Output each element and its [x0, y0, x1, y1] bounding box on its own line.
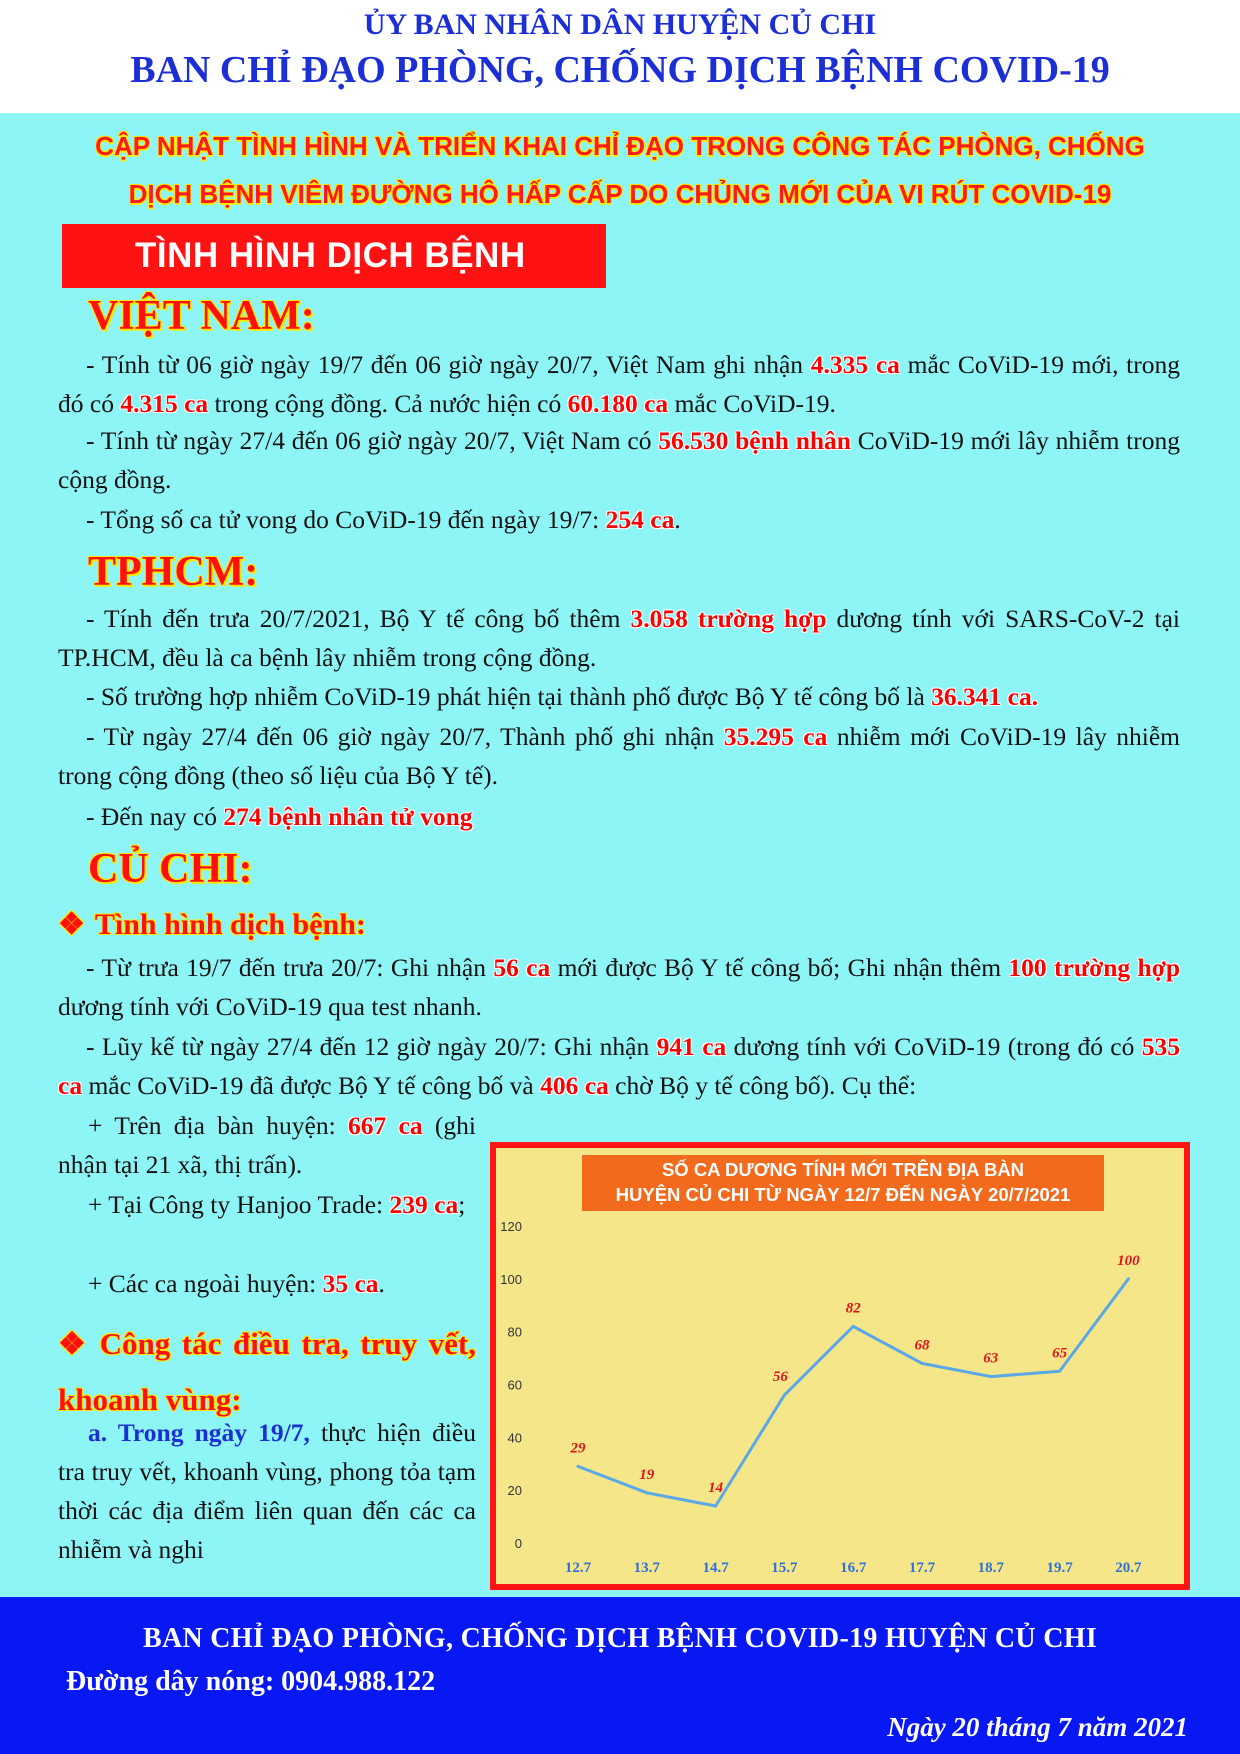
heading-cuchi: CỦ CHI: — [88, 846, 253, 892]
banner-line-1: CẬP NHẬT TÌNH HÌNH VÀ TRIỂN KHAI CHỈ ĐẠO TRONG CÔNG TÁC PHÒNG, CHỐNG — [95, 131, 1145, 161]
data-point — [577, 1465, 580, 1468]
hcm-paragraph-1: - Tính đến trưa 20/7/2021, Bộ Y tế công bố thêm 3.058 trường hợp dương tính với SARS-CoV-2 tại TP.HCM, đều là ca bệnh lây nhiễm trong cộng đồng. — [58, 604, 1180, 672]
committee-name: BAN CHỈ ĐẠO PHÒNG, CHỐNG DỊCH BỆNH COVID-19 — [130, 49, 1110, 91]
y-tick-label: 100 — [500, 1271, 522, 1287]
footer-committee: BAN CHỈ ĐẠO PHÒNG, CHỐNG DỊCH BỆNH COVID-19 HUYỆN CỦ CHI — [142, 1623, 1098, 1654]
hotline: Đường dây nóng: 0904.988.122 — [66, 1666, 436, 1697]
header — [0, 0, 1240, 113]
data-label: 100 — [1117, 1252, 1140, 1269]
data-label: 68 — [914, 1337, 930, 1354]
footer — [0, 1597, 1240, 1754]
banner-line-2: DỊCH BỆNH VIÊM ĐƯỜNG HÔ HẤP CẤP DO CHỦNG MỚI CỦA VI RÚT COVID-19 — [128, 179, 1112, 209]
cuchi-paragraph-2: - Lũy kế từ ngày 27/4 đến 12 giờ ngày 20/7: Ghi nhận 941 ca dương tính với CoViD-19 (trong đó có 535 ca mắc CoViD-19 đã được Bộ Y tế công bố và 406 ca chờ Bộ y tế công bố). Cụ thể: — [58, 1032, 1180, 1100]
data-label: 63 — [983, 1350, 999, 1367]
data-point — [645, 1491, 648, 1494]
y-tick-label: 40 — [507, 1430, 522, 1446]
x-tick-label: 13.7 — [633, 1560, 660, 1576]
section-title: TÌNH HÌNH DỊCH BỆNH — [62, 224, 606, 288]
x-tick-label: 16.7 — [840, 1560, 867, 1576]
x-tick-label: 14.7 — [702, 1560, 729, 1576]
x-tick-label: 17.7 — [908, 1560, 936, 1576]
hcm-paragraph-2: - Số trường hợp nhiễm CoViD-19 phát hiện tại thành phố được Bộ Y tế công bố là 36.341 ca. — [86, 682, 1039, 711]
vietnam-paragraph-3: - Tổng số ca tử vong do CoViD-19 đến ngày 19/7: 254 ca. — [86, 505, 681, 534]
data-label: 29 — [570, 1440, 586, 1457]
data-point — [714, 1505, 717, 1508]
cuchi-paragraph-1: - Từ trưa 19/7 đến trưa 20/7: Ghi nhận 56 ca mới được Bộ Y tế công bố; Ghi nhận thêm 100 trường hợp dương tính với CoViD-19 qua test nhanh. — [58, 953, 1181, 1021]
bullet-district: + Trên địa bàn huyện: 667 ca (ghi nhận tại 21 xã, thị trấn). — [58, 1111, 476, 1179]
y-tick-label: 60 — [507, 1377, 522, 1393]
x-tick-label: 20.7 — [1115, 1560, 1142, 1576]
issue-date: Ngày 20 tháng 7 năm 2021 — [887, 1712, 1188, 1742]
data-point — [852, 1325, 855, 1328]
y-tick-label: 20 — [507, 1483, 522, 1499]
heading-hcm: TPHCM: — [88, 549, 259, 595]
line-chart — [490, 1142, 1190, 1590]
hcm-paragraph-4: - Đến nay có 274 bệnh nhân tử vong — [86, 802, 473, 831]
update-banner — [20, 122, 1220, 218]
x-tick-label: 18.7 — [977, 1560, 1004, 1576]
data-label: 56 — [772, 1369, 788, 1386]
org-name: ỦY BAN NHÂN DÂN HUYỆN CỦ CHI — [363, 8, 877, 41]
bullet-hanjoo: + Tại Công ty Hanjoo Trade: 239 ca; — [88, 1190, 466, 1219]
hcm-paragraph-3: - Từ ngày 27/4 đến 06 giờ ngày 20/7, Thành phố ghi nhận 35.295 ca nhiễm mới CoViD-19 lây nhiễm trong cộng đồng (theo số liệu của Bộ Y tế). — [58, 722, 1180, 790]
data-point — [989, 1375, 992, 1378]
diamond-bullet-icon: ❖ — [58, 1326, 90, 1361]
tracing-paragraph: a. Trong ngày 19/7, thực hiện điều tra truy vết, khoanh vùng, phong tỏa tạm thời các địa điểm liên quan đến các ca nhiễm và nghi — [58, 1418, 476, 1564]
subheading-tracing: ❖ Công tác điều tra, truy vết, khoanh vùng: — [58, 1326, 476, 1417]
data-point — [1058, 1370, 1061, 1373]
chart-plot — [496, 1148, 1184, 1584]
diamond-bullet-icon: ❖ — [58, 908, 85, 941]
x-tick-label: 12.7 — [564, 1560, 592, 1576]
y-tick-label: 80 — [507, 1324, 522, 1340]
x-tick-label: 19.7 — [1046, 1560, 1073, 1576]
data-label: 82 — [845, 1300, 861, 1317]
data-point — [1127, 1277, 1130, 1280]
subheading-situation: ❖ Tình hình dịch bệnh: — [58, 908, 366, 941]
vietnam-paragraph-1: - Tính từ 06 giờ ngày 19/7 đến 06 giờ ngày 20/7, Việt Nam ghi nhận 4.335 ca mắc CoViD-19 mới, trong đó có 4.315 ca trong cộng đồng. Cả nước hiện có 60.180 ca mắc CoViD-19. — [58, 350, 1180, 418]
data-point — [783, 1394, 786, 1397]
heading-vietnam: VIỆT NAM: — [88, 293, 315, 339]
chart-title-line-1: SỐ CA DƯƠNG TÍNH MỚI TRÊN ĐỊA BÀN — [661, 1159, 1025, 1180]
vietnam-paragraph-2: - Tính từ ngày 27/4 đến 06 giờ ngày 20/7, Việt Nam có 56.530 bệnh nhân CoViD-19 mới lây nhiễm trong cộng đồng. — [58, 426, 1180, 494]
bullet-outside: + Các ca ngoài huyện: 35 ca. — [88, 1269, 385, 1298]
data-point — [921, 1362, 924, 1365]
x-tick-label: 15.7 — [771, 1560, 798, 1576]
chart-title-line-2: HUYỆN CỦ CHI TỪ NGÀY 12/7 ĐẾN NGÀY 20/7/2021 — [615, 1184, 1071, 1205]
y-tick-label: 0 — [514, 1536, 522, 1551]
data-label: 65 — [1052, 1345, 1068, 1362]
data-label: 14 — [708, 1480, 724, 1497]
y-tick-label: 120 — [500, 1219, 522, 1234]
data-label: 19 — [639, 1466, 655, 1483]
